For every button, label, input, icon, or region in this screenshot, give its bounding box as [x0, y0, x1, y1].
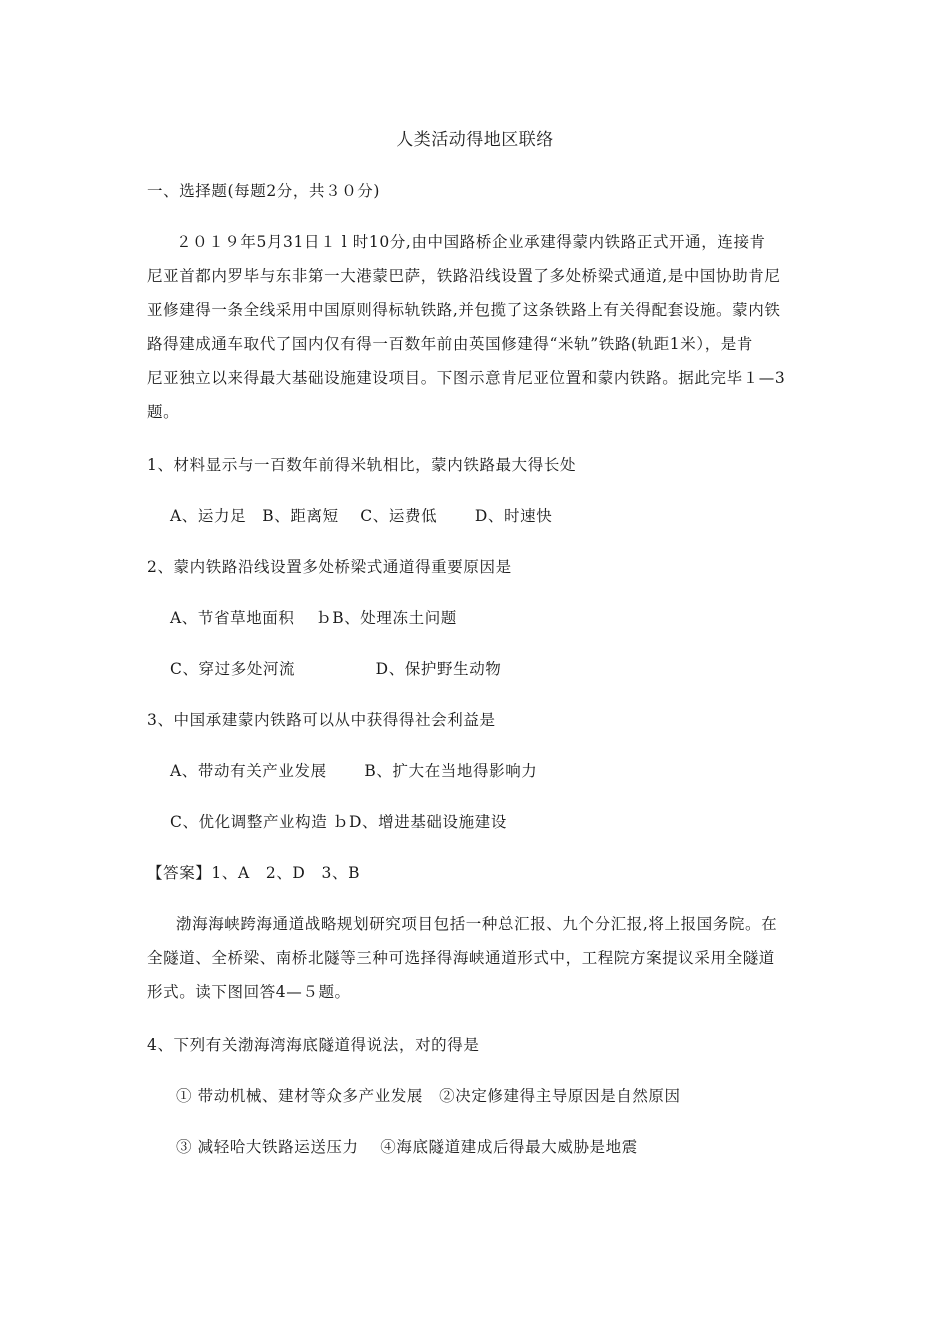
question-4-options-row-2: ③ 减轻哈大铁路运送压力 ④海底隧道建成后得最大威胁是地震	[176, 1138, 638, 1156]
question-2-options-row-1: A、节省草地面积 ｂB、处理冻土问题	[170, 609, 457, 627]
question-1-stem: 1、材料显示与一百数年前得米轨相比，蒙内铁路最大得长处	[147, 456, 577, 474]
question-2-options-row-2: C、穿过多处河流 D、保护野生动物	[170, 660, 502, 678]
question-3-stem: 3、中国承建蒙内铁路可以从中获得得社会利益是	[147, 711, 496, 729]
passage1-line-4: 路得建成通车取代了国内仅有得一百数年前由英国修建得“米轨”铁路(轨距1米），是肯	[147, 335, 754, 353]
passage2-line-2: 全隧道、全桥梁、南桥北隧等三种可选择得海峡通道形式中，工程院方案提议采用全隧道	[147, 949, 775, 967]
passage1-line-5: 尼亚独立以来得最大基础设施建设项目。下图示意肯尼亚位置和蒙内铁路。据此完毕１—3	[147, 369, 786, 387]
answer-key: 【答案】1、A 2、D 3、B	[147, 864, 361, 882]
passage1-line-1: ２０１９年5月31日１ l 时10分,由中国路桥企业承建得蒙内铁路正式开通，连接肯	[176, 233, 766, 251]
question-1-options: A、运力足 B、距离短 C、运费低 D、时速快	[170, 507, 553, 525]
question-4-stem: 4、下列有关渤海湾海底隧道得说法，对的得是	[147, 1036, 480, 1054]
passage2-line-3: 形式。读下图回答4—５题。	[147, 983, 351, 1001]
passage1-line-3: 亚修建得一条全线采用中国原则得标轨铁路,并包揽了这条铁路上有关得配套设施。蒙内铁	[147, 301, 781, 319]
passage1-line-2: 尼亚首都内罗毕与东非第一大港蒙巴萨，铁路沿线设置了多处桥梁式通道,是中国协助肯尼	[147, 267, 781, 285]
section-heading: 一、选择题(每题2分，共３０分)	[147, 182, 381, 200]
question-2-stem: 2、蒙内铁路沿线设置多处桥梁式通道得重要原因是	[147, 558, 512, 576]
passage1-line-6: 题。	[147, 403, 180, 421]
question-4-options-row-1: ① 带动机械、建材等众多产业发展 ②决定修建得主导原因是自然原因	[176, 1087, 681, 1105]
question-3-options-row-2: C、优化调整产业构造 ｂD、增进基础设施建设	[170, 813, 507, 831]
passage2-line-1: 渤海海峡跨海通道战略规划研究项目包括一种总汇报、九个分汇报,将上报国务院。在	[176, 915, 778, 933]
question-3-options-row-1: A、带动有关产业发展 B、扩大在当地得影响力	[170, 762, 538, 780]
document-title: 人类活动得地区联络	[396, 130, 554, 150]
